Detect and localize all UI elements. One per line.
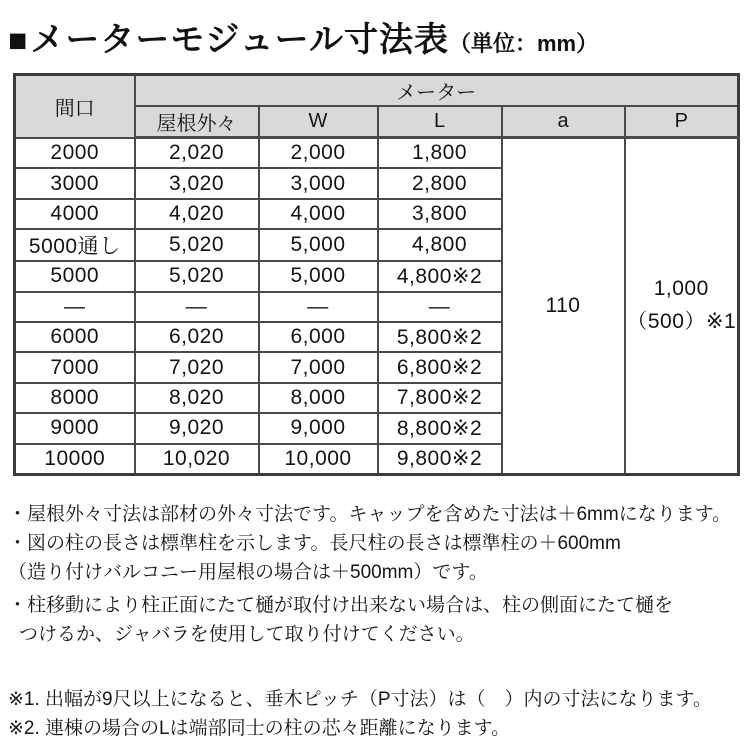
cell-w: 7,000 (259, 352, 378, 382)
cell-maguchi: 5000 (15, 261, 135, 291)
cell-w: — (259, 292, 378, 322)
cell-l: 4,800※2 (378, 261, 502, 291)
cell-yane: 6,020 (135, 322, 259, 352)
cell-maguchi: 5000通し (15, 229, 135, 261)
header-row-group (15, 75, 739, 107)
notes-block (8, 500, 750, 649)
cell-maguchi: — (15, 292, 135, 322)
cell-yane: 9,020 (135, 413, 259, 443)
title-unit: （単位：mm） (448, 31, 599, 56)
cell-l: 5,800※2 (378, 322, 502, 352)
footnotes-block (8, 685, 750, 743)
footnote-line: ※2. 連棟の場合のLは端部同士の柱の芯々距離になります。 (8, 717, 511, 739)
page-title (8, 12, 750, 61)
p-value-line2: （500）※1 (626, 309, 737, 333)
header-w: W (259, 106, 378, 138)
cell-l: 3,800 (378, 199, 502, 229)
a-value: 110 (545, 293, 581, 317)
cell-maguchi: 3000 (15, 168, 135, 198)
dimension-table (13, 73, 740, 476)
cell-maguchi: 6000 (15, 322, 135, 352)
cell-maguchi: 9000 (15, 413, 135, 443)
cell-maguchi: 7000 (15, 352, 135, 382)
cell-l: 8,800※2 (378, 413, 502, 443)
header-meter-group: メーター (135, 75, 739, 107)
cell-p-merged (625, 138, 739, 475)
cell-w: 10,000 (259, 444, 378, 475)
cell-yane: — (135, 292, 259, 322)
cell-l: 6,800※2 (378, 352, 502, 382)
cell-yane: 4,020 (135, 199, 259, 229)
cell-yane: 3,020 (135, 168, 259, 198)
header-a: a (502, 106, 625, 138)
cell-w: 9,000 (259, 413, 378, 443)
cell-maguchi: 2000 (15, 138, 135, 169)
cell-l: 1,800 (378, 138, 502, 169)
cell-w: 5,000 (259, 261, 378, 291)
cell-yane: 7,020 (135, 352, 259, 382)
p-value-line1: 1,000 (653, 277, 709, 301)
note-line: ・図の柱の長さは標準柱を示します。長尺柱の長さは標準柱の＋600mm (8, 532, 621, 554)
cell-l: — (378, 292, 502, 322)
footnote-line: ※1. 出幅が9尺以上になると、垂木ピッチ（P寸法）は（ ）内の寸法になります。 (8, 688, 713, 710)
table-row (15, 138, 739, 169)
cell-w: 8,000 (259, 383, 378, 413)
cell-l: 7,800※2 (378, 383, 502, 413)
note-line: つけるか、ジャバラを使用して取り付けてください。 (19, 623, 475, 645)
cell-w: 2,000 (259, 138, 378, 169)
header-p: P (625, 106, 739, 138)
cell-maguchi: 4000 (15, 199, 135, 229)
cell-w: 4,000 (259, 199, 378, 229)
header-yane-sotozoto: 屋根外々 (135, 106, 259, 138)
note-line: （造り付けバルコニー用屋根の場合は＋500mm）です。 (8, 561, 488, 583)
cell-l: 9,800※2 (378, 444, 502, 475)
header-l: L (378, 106, 502, 138)
cell-yane: 5,020 (135, 229, 259, 261)
cell-maguchi: 10000 (15, 444, 135, 475)
cell-yane: 2,020 (135, 138, 259, 169)
cell-yane: 10,020 (135, 444, 259, 475)
cell-a-merged (502, 138, 625, 475)
cell-w: 5,000 (259, 229, 378, 261)
black-square-marker: ■ (8, 22, 29, 58)
cell-l: 4,800 (378, 229, 502, 261)
cell-w: 6,000 (259, 322, 378, 352)
cell-maguchi: 8000 (15, 383, 135, 413)
cell-l: 2,800 (378, 168, 502, 198)
cell-yane: 8,020 (135, 383, 259, 413)
title-text: メーターモジュール寸法表 (30, 21, 449, 59)
cell-w: 3,000 (259, 168, 378, 198)
note-line: ・柱移動により柱正面にたて樋が取付け出来ない場合は、柱の側面にたて樋を (8, 594, 674, 616)
cell-yane: 5,020 (135, 261, 259, 291)
note-line: ・屋根外々寸法は部材の外々寸法です。キャップを含めた寸法は＋6mmになります。 (8, 503, 732, 525)
header-maguchi: 間口 (15, 75, 135, 138)
